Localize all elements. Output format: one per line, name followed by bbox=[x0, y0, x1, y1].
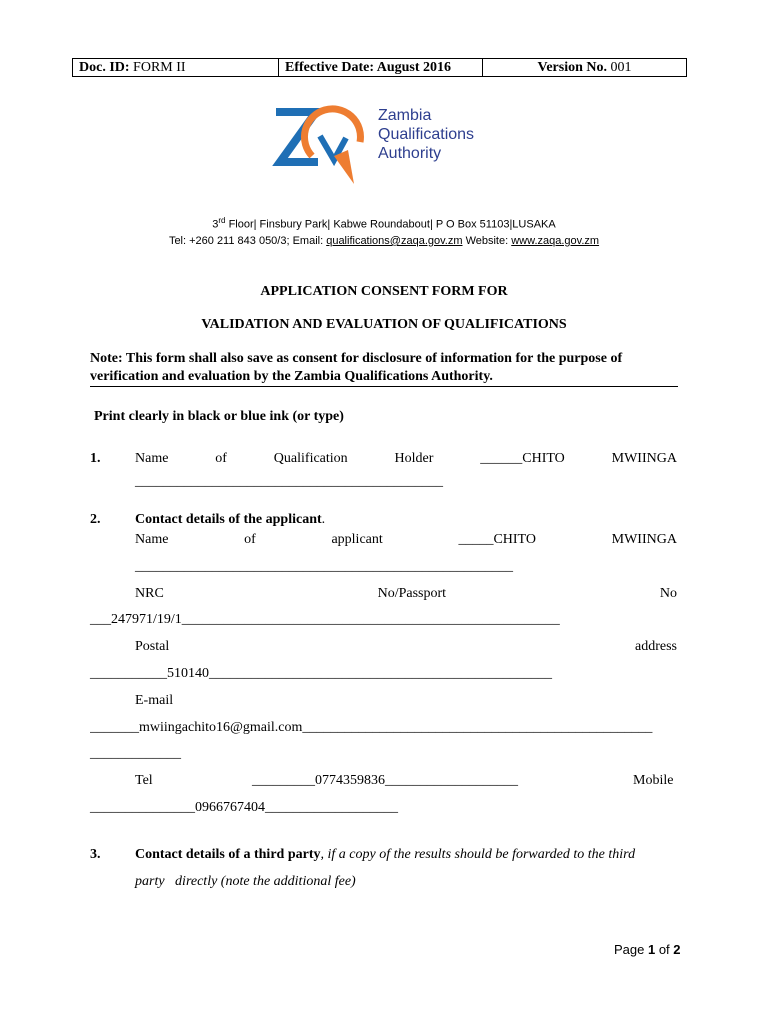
logo-line-1: Zambia bbox=[378, 107, 432, 124]
email-link[interactable]: qualifications@zaqa.gov.zm bbox=[326, 235, 463, 247]
version-cell bbox=[483, 59, 686, 76]
form-title-1: APPLICATION CONSENT FORM FOR bbox=[260, 284, 508, 299]
logo-line-3: Authority bbox=[378, 145, 442, 162]
q3-number: 3. bbox=[90, 847, 101, 862]
tel-field[interactable]: _________0774359836___________________ bbox=[252, 773, 518, 788]
mobile-label: Mobile bbox=[633, 773, 674, 788]
version-value: 001 bbox=[607, 60, 632, 75]
applicant-name-field[interactable]: _____CHITO bbox=[458, 532, 536, 547]
effective-date-cell bbox=[279, 59, 483, 76]
email-field[interactable]: _______mwiingachito16@gmail.com__________________________________________________ bbox=[90, 720, 653, 735]
doc-id-label: Doc. ID: bbox=[79, 60, 130, 75]
postal-address-field[interactable]: ___________510140_________________________________________________ bbox=[90, 666, 552, 681]
logo-line-2: Qualifications bbox=[378, 126, 475, 143]
note-line-2: verification and evaluation by the Zambia Qualifications Authority. bbox=[90, 369, 493, 384]
nrc-field[interactable]: ___247971/19/1______________________________________________________ bbox=[90, 612, 560, 627]
email-field-continuation[interactable]: _____________ bbox=[90, 746, 181, 761]
q1-name-row: Name of Qualification Holder ______CHITO MWIINGA bbox=[135, 451, 677, 466]
effective-date: Effective Date: August 2016 bbox=[285, 60, 452, 75]
tel-label: Tel bbox=[135, 773, 153, 788]
q3-heading-continued: party directly (note the additional fee) bbox=[135, 874, 356, 889]
doc-id-cell bbox=[73, 59, 279, 76]
zaqa-logo-mark-icon bbox=[272, 98, 377, 186]
document-header-table bbox=[72, 58, 687, 77]
doc-id-value: FORM II bbox=[129, 60, 186, 75]
q2-heading: Contact details of the applicant. bbox=[135, 512, 326, 527]
q1-number: 1. bbox=[90, 451, 101, 466]
website-link[interactable]: www.zaqa.gov.zm bbox=[511, 235, 600, 247]
email-label: E-mail bbox=[135, 693, 174, 708]
print-instruction: Print clearly in black or blue ink (or type) bbox=[94, 409, 344, 424]
address-line-2: Tel: +260 211 843 050/3; Email: qualifications@zaqa.gov.zm Website: www.zaqa.gov.zm bbox=[168, 235, 600, 247]
note-line-1: Note: This form shall also save as consent for disclosure of information for the purpose of bbox=[90, 351, 623, 366]
note-divider bbox=[90, 386, 678, 387]
logo-wordmark bbox=[378, 106, 474, 163]
form-title-2: VALIDATION AND EVALUATION OF QUALIFICATIONS bbox=[201, 317, 567, 332]
q2-number: 2. bbox=[90, 512, 101, 527]
q3-heading: Contact details of a third party, if a copy of the results should be forwarded to the third bbox=[135, 847, 636, 862]
nrc-row: NRC No/Passport No bbox=[135, 586, 677, 601]
mobile-field[interactable]: _______________0966767404___________________ bbox=[90, 800, 398, 815]
address-line-1: 3rd Floor| Finsbury Park| Kabwe Roundabout| P O Box 51103|LUSAKA bbox=[212, 216, 556, 231]
version-label: Version No. bbox=[537, 60, 607, 75]
zaqa-logo bbox=[272, 98, 502, 186]
q2-name-row: Name of applicant _____CHITO MWIINGA bbox=[135, 532, 677, 547]
page-number: Page 1 of 2 bbox=[614, 942, 681, 957]
applicant-name-underline[interactable]: ______________________________________________________ bbox=[135, 559, 513, 574]
postal-row: Postal address bbox=[135, 639, 677, 654]
q1-underline[interactable]: ____________________________________________ bbox=[135, 474, 443, 489]
q1-holder-name-field[interactable]: ______CHITO bbox=[480, 451, 565, 466]
